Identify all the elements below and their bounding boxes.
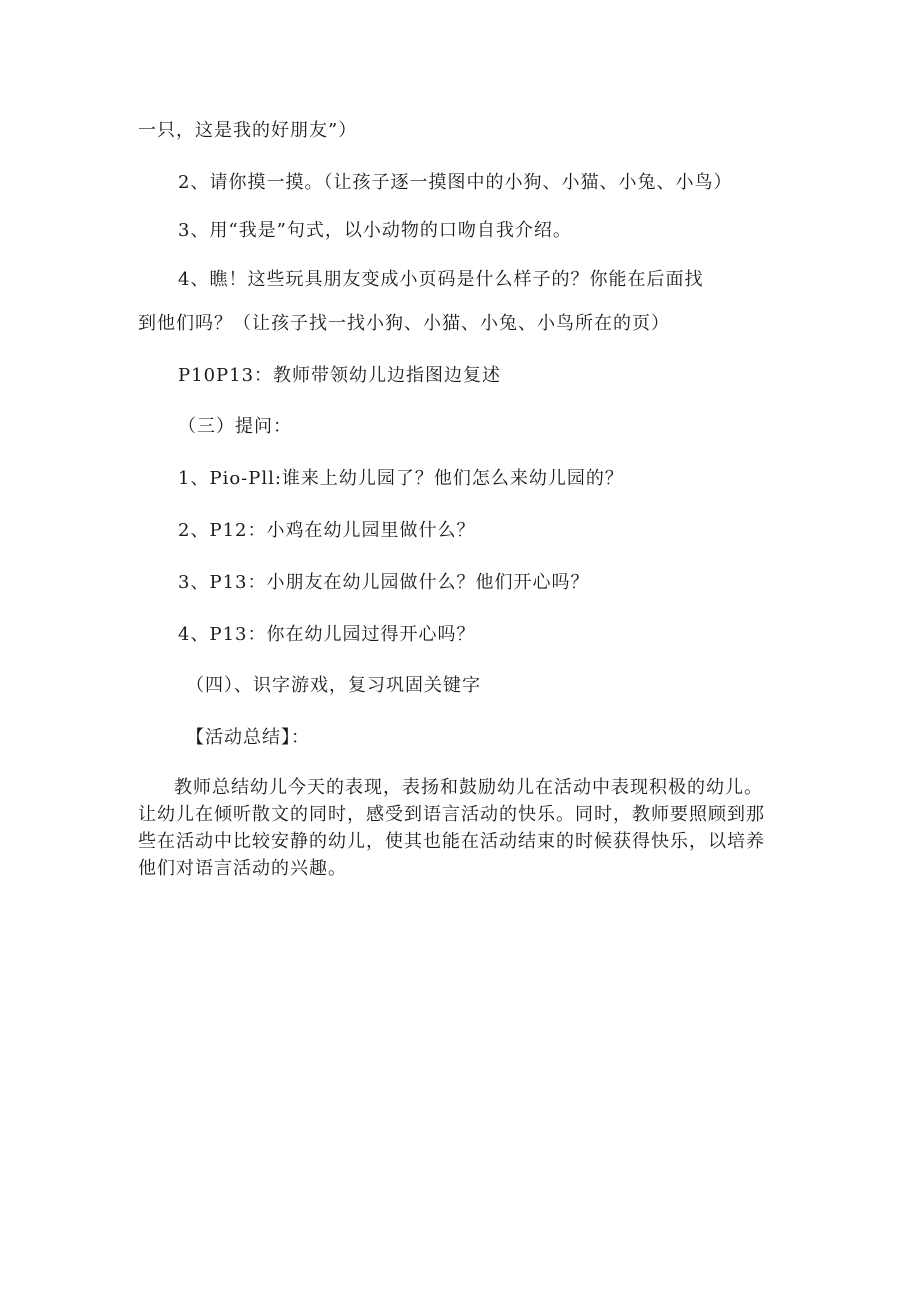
section-heading-game: （四）、识字游戏，复习巩固关键字 xyxy=(186,675,481,696)
question-2: 2、P12：小鸡在幼儿园里做什么？ xyxy=(178,520,476,541)
section-heading-summary: 【活动总结】： xyxy=(186,727,310,748)
summary-paragraph: 教师总结幼儿今天的表现，表扬和鼓励幼儿在活动中表现积极的幼儿。让幼儿在倾听散文的同时，感受到语言活动的快乐。同时，教师要照顾到那些在活动中比较安静的幼儿，使其也能在活动结束的时候获得快乐，以培养他们对语言活动的兴趣。 xyxy=(138,777,765,879)
text-line-step-4-cont: 到他们吗？（让孩子找一找小狗、小猫、小兔、小鸟所在的页） xyxy=(138,313,670,334)
question-4: 4、P13：你在幼儿园过得开心吗？ xyxy=(178,624,476,645)
question-1: 1、Pio-Pll:谁来上幼儿园了？他们怎么来幼儿园的？ xyxy=(178,468,624,489)
text-line-step-4: 4、瞧！这些玩具朋友变成小页码是什么样子的？你能在后面找 xyxy=(178,269,704,290)
section-heading-questions: （三）提问： xyxy=(178,416,292,437)
question-3: 3、P13：小朋友在幼儿园做什么？他们开心吗？ xyxy=(178,572,590,593)
text-line-continuation: 一只，这是我的好朋友”） xyxy=(138,120,358,141)
text-line-step-2: 2、请你摸一摸。（让孩子逐一摸图中的小狗、小猫、小兔、小鸟） xyxy=(178,172,733,193)
text-line-step-3: 3、用“我是”句式，以小动物的口吻自我介绍。 xyxy=(178,220,572,241)
text-line-p10p13: P10P13：教师带领幼儿边指图边复述 xyxy=(178,365,502,386)
